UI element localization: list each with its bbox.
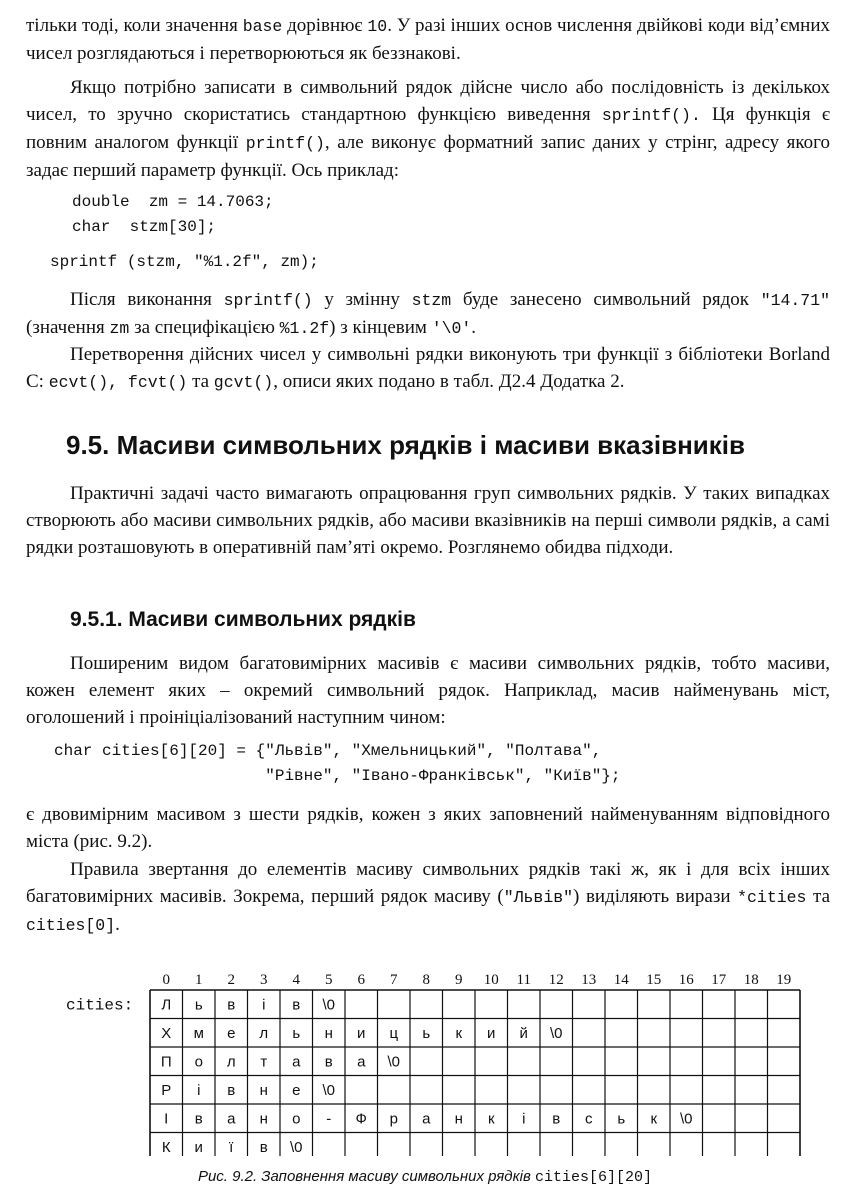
inline-code: *cities: [737, 888, 807, 907]
text: .: [115, 914, 120, 935]
figure-caption: [0, 1168, 850, 1186]
array-cell-char: м: [193, 1024, 204, 1042]
column-index-label: 8: [422, 972, 430, 988]
array-cell-char: н: [259, 1081, 268, 1099]
column-index-label: 13: [581, 972, 597, 988]
text: , описи яких подано в табл. Д2.4 Додатка 2.: [273, 371, 625, 392]
array-cell-char: ї: [229, 1138, 234, 1156]
array-cell-char: \0: [289, 1138, 303, 1156]
column-index-label: 9: [455, 972, 463, 988]
array-cell-char: Ф: [355, 1110, 367, 1128]
array-name-label: cities:: [66, 996, 134, 1015]
array-cell-char: Х: [161, 1024, 172, 1042]
text: , але виконує форматний запис даних у стрінг, адресу якого задає перший параметр функції. Ось приклад:: [26, 132, 831, 181]
caption-text: Рис. 9.2. Заповнення масиву символьних рядків: [197, 1168, 536, 1185]
text: (значення: [26, 317, 110, 338]
array-cell-char: ь: [194, 996, 203, 1014]
text: . У разі інших основ числення двійкові коди від’ємних чисел розглядаються і перетворюються як беззнакові.: [26, 15, 831, 64]
column-index-label: 7: [390, 972, 398, 988]
inline-code: ecvt(), fcvt(): [48, 373, 188, 392]
text: Ця функція є повним аналогом функції: [26, 104, 831, 153]
array-cell-char: ь: [617, 1110, 626, 1128]
array-cell-char: в: [259, 1138, 268, 1156]
text: .: [471, 317, 477, 338]
inline-code: zm: [109, 319, 130, 338]
array-cell-char: К: [161, 1138, 171, 1156]
text: буде занесено символьний рядок: [451, 289, 761, 310]
array-cell-char: о: [194, 1053, 203, 1071]
array-cell-char: л: [259, 1024, 269, 1042]
array-cell-char: и: [194, 1138, 203, 1156]
array-cell-char: в: [227, 996, 236, 1014]
inline-code: "14.71": [760, 291, 830, 310]
column-index-label: 5: [325, 972, 333, 988]
section-heading: 9.5. Масиви символьних рядків і масиви вказівників: [66, 430, 745, 460]
column-index-label: 2: [227, 972, 235, 988]
column-index-label: 18: [743, 972, 759, 988]
paragraph-string-arrays: Поширеним видом багатовимірних масивів є масиви символьних рядків, тобто масиви, кожен елемент яких – окремий символьний рядок. Наприклад, масив найменувань міст, оголошений і проініціалізований наступним чином:: [26, 653, 830, 728]
array-cell-char: \0: [322, 1081, 336, 1099]
text: та: [806, 886, 831, 907]
column-index-label: 11: [516, 972, 531, 988]
array-cell-char: с: [585, 1110, 593, 1128]
array-cell-char: \0: [387, 1053, 401, 1071]
column-index-label: 16: [678, 972, 694, 988]
array-cell-char: к: [487, 1110, 495, 1128]
array-cell-char: \0: [679, 1110, 693, 1128]
column-index-label: 14: [613, 972, 629, 988]
column-index-label: 17: [711, 972, 727, 988]
array-cell-char: І: [164, 1110, 169, 1128]
array-cell-char: Л: [161, 996, 172, 1014]
inline-code: gcvt(): [213, 373, 274, 392]
column-index-label: 3: [260, 972, 268, 988]
paragraph-sprintf-result: [26, 286, 830, 342]
array-cell-char: к: [650, 1110, 658, 1128]
paragraph-two-dim-array: є двовимірним масивом з шести рядків, кожен з яких заповнений найменуванням відповідного міста (рис. 9.2).: [26, 804, 830, 852]
array-cell-char: е: [227, 1024, 236, 1042]
inline-code: "Львів": [503, 888, 574, 907]
inline-code: cities[0]: [26, 916, 116, 935]
array-cell-char: і: [262, 996, 266, 1014]
text: Якщо потрібно записати в символьний рядок дійсне число або послідовність із декількох чисел, то зручно скористатись стандартною функцією виведення: [26, 77, 830, 125]
array-cell-char: Р: [161, 1081, 172, 1099]
figure-array-grid: [60, 966, 805, 1156]
paragraph-conversion-functions: [26, 341, 830, 396]
text: у змінну: [312, 289, 412, 310]
array-cell-char: \0: [549, 1024, 563, 1042]
subsection-heading: 9.5.1. Масиви символьних рядків: [70, 608, 416, 631]
code-line-char: char stzm[30];: [72, 218, 217, 236]
array-cell-char: т: [260, 1053, 268, 1071]
column-index-label: 6: [357, 972, 365, 988]
code-cities-line2: "Рівне", "Івано-Франківськ", "Київ"};: [54, 767, 621, 785]
text: Після виконання: [70, 289, 224, 310]
array-cell-char: к: [455, 1024, 463, 1042]
paragraph-section-intro: Практичні задачі часто вимагають опрацювання груп символьних рядків. У таких випадках створюють або масиви символьних рядків, або масиви вказівників на перші символи рядків, а самі рядки розташовують в оперативній пам’яті окремо. Розглянемо обидва підходи.: [26, 483, 830, 558]
array-cell-char: в: [552, 1110, 561, 1128]
array-cell-char: и: [487, 1024, 496, 1042]
text: Перетворення дійсних чисел у символьні рядки виконують три функції з бібліотеки Borland C:: [26, 344, 830, 392]
array-cell-char: н: [259, 1110, 268, 1128]
array-cell-char: і: [197, 1081, 201, 1099]
array-cell-char: н: [324, 1024, 333, 1042]
paragraph-base-note: [26, 12, 830, 67]
array-cell-char: е: [292, 1081, 301, 1099]
caption-code: cities[6][20]: [535, 1169, 653, 1186]
paragraph-sprintf-intro: [26, 74, 830, 184]
array-cell-char: а: [292, 1053, 301, 1071]
inline-code: %1.2f: [279, 319, 330, 338]
column-index-label: 10: [483, 972, 499, 988]
code-cities-line1: char cities[6][20] = {"Львів", "Хмельницький", "Полтава",: [54, 742, 602, 760]
text: Правила звертання до елементів масиву символьних рядків такі ж, як і для всіх інших багатовимірних масивів. Зокрема, перший рядок масиву (: [26, 859, 830, 907]
array-cell-char: й: [519, 1024, 528, 1042]
inline-code: stzm: [411, 291, 452, 310]
inline-code: 10: [367, 17, 388, 36]
column-index-label: 0: [162, 972, 170, 988]
array-cell-char: \0: [322, 996, 336, 1014]
code-line-double: double zm = 14.7063;: [72, 193, 274, 211]
inline-code: '\0': [431, 319, 472, 338]
array-cell-char: а: [357, 1053, 366, 1071]
inline-code: sprintf().: [601, 106, 701, 125]
array-cell-char: ь: [292, 1024, 301, 1042]
column-index-label: 12: [548, 972, 564, 988]
paragraph-access-rules: [26, 856, 830, 939]
text: за специфікацією: [129, 317, 280, 338]
code-line-sprintf: sprintf (stzm, "%1.2f", zm);: [50, 253, 319, 271]
inline-code: sprintf(): [223, 291, 313, 310]
array-cell-char: и: [357, 1024, 366, 1042]
column-index-label: 1: [195, 972, 203, 988]
array-cell-char: в: [324, 1053, 333, 1071]
array-cell-char: л: [226, 1053, 236, 1071]
text: тільки тоді, коли значення: [26, 15, 243, 36]
array-cell-char: і: [522, 1110, 526, 1128]
array-cell-char: а: [422, 1110, 431, 1128]
array-cell-char: в: [194, 1110, 203, 1128]
column-index-label: 15: [646, 972, 662, 988]
array-cell-char: -: [326, 1110, 332, 1128]
column-index-label: 4: [292, 972, 300, 988]
array-cell-char: о: [292, 1110, 301, 1128]
array-cell-char: в: [227, 1081, 236, 1099]
inline-code: printf(): [245, 134, 325, 153]
text: ) виділяють вирази: [573, 886, 738, 907]
inline-code: base: [242, 17, 283, 36]
array-cell-char: н: [454, 1110, 463, 1128]
text: та: [187, 371, 214, 392]
array-cell-char: П: [160, 1053, 172, 1071]
array-cell-char: ц: [389, 1024, 399, 1042]
array-cell-char: в: [292, 996, 301, 1014]
array-cell-char: ь: [422, 1024, 431, 1042]
text: дорівнює: [282, 15, 368, 36]
array-cell-char: а: [227, 1110, 236, 1128]
text: ) з кінцевим: [329, 317, 432, 338]
array-cell-char: р: [389, 1110, 398, 1128]
column-index-label: 19: [776, 972, 792, 988]
